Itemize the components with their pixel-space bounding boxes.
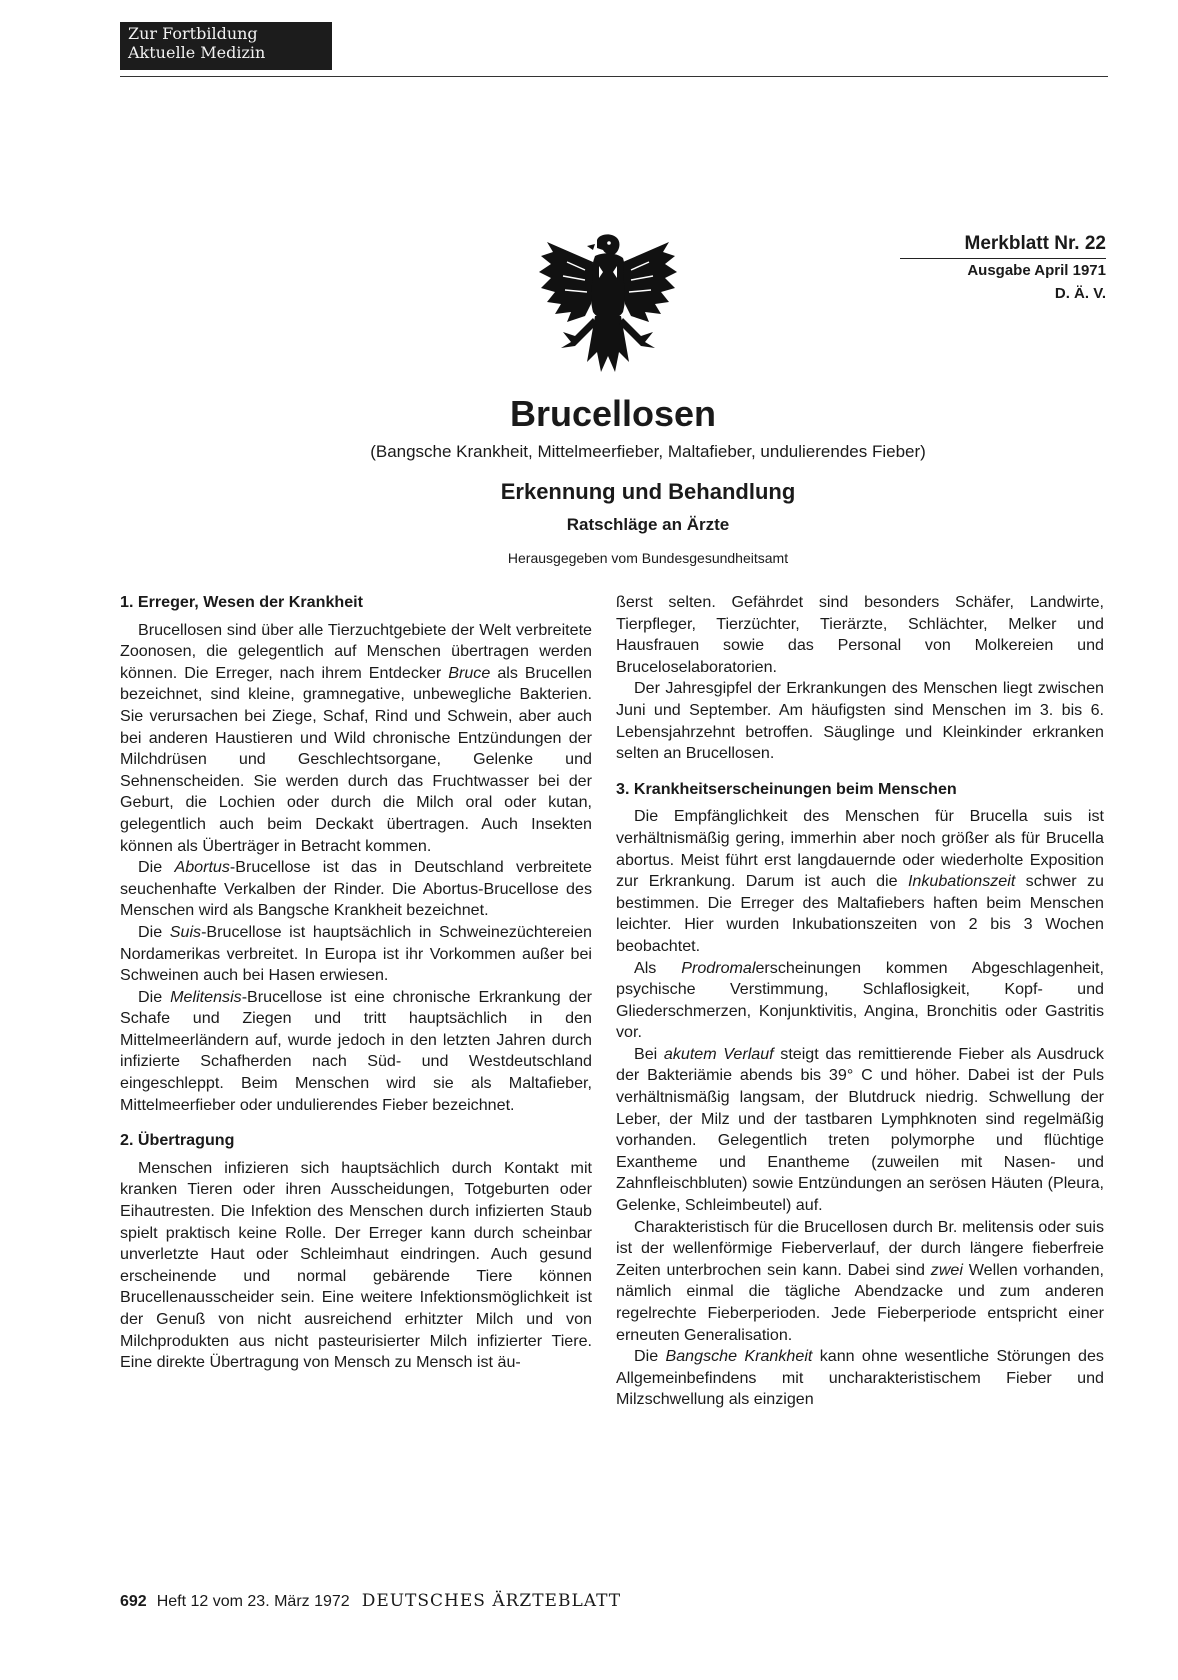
page-number: 692 (120, 1593, 147, 1610)
paragraph: Die Bangsche Krankheit kann ohne wesentliche Störungen des Allgemeinbefindens mit uncharakteristischem Fieber und Milzschwellung als einzigen (616, 1347, 1104, 1409)
section-heading-2: 2. Übertragung (120, 1131, 235, 1150)
document-publisher: Herausgegeben vom Bundesgesundheitsamt (507, 550, 789, 566)
journal-name: DEUTSCHES ÄRZTEBLATT (361, 1591, 622, 1611)
page-footer (120, 1590, 621, 1613)
section-heading-1: 1. Erreger, Wesen der Krankheit (120, 593, 364, 611)
paragraph: ßerst selten. Gefährdet sind besonders Schäfer, Landwirte, Tierpfleger, Tierzüchter, Tierärzte, Schlächter, Melker und Hausfrauen sowie das Personal von Molkereien und Bruceloselaboratorien. (616, 593, 1104, 676)
section-tag (120, 22, 332, 70)
left-column (120, 592, 592, 1374)
paragraph: Brucellosen sind über alle Tierzuchtgebiete der Welt verbreitete Zoonosen, die gelegentlich auf Menschen übertragen werden können. Die Erreger, nach ihrem Entdecker Bruce als Brucellen bezeichnet, sind kleine, gramnegative, unbewegliche Bakterien. Sie verursachen bei Ziege, Schaf, Rind und Schwein, aber auch bei anderen Haustieren und Wild chronische Entzündungen der Milchdrüsen und Geschlechtsorgane, Gelenke und Sehnenscheiden. Sie werden durch das Fruchtwasser bei der Geburt, die Lochien oder durch die Milch oral oder kutan, gelegentlich auch beim Deckakt übertragen. Auch Insekten können als Überträger in Betracht kommen. (120, 620, 592, 855)
paragraph: Die Suis-Brucellose ist hauptsächlich in Schweinezüchtereien Nordamerikas verbreitet. In Europa ist ihr Vorkommen außer bei Schweinen auch bei Hasen erwiesen. (120, 922, 592, 985)
section-tag-line2: Aktuelle Medizin (128, 43, 266, 62)
paragraph: Charakteristisch für die Brucellosen durch Br. melitensis oder suis ist der wellenförmige Fieberverlauf, der durch längere fieberfreie Zeiten unterbrochen sein kann. Dabei sind zwei Wellen vorhanden, nämlich einmal die tägliche Abendzacke und zum anderen regelrechte Fieberperioden. Jede Fieberperiode entspricht einer erneuten Generalisation. (616, 1217, 1104, 1344)
paragraph: Menschen infizieren sich hauptsächlich durch Kontakt mit kranken Tieren oder ihren Ausscheidungen, Totgeburten oder Eihautresten. Die Infektion des Menschen durch infizierten Staub spielt praktisch keine Rolle. Der Erreger kann durch scheinbar unverletzte Haut oder Schleimhaut eindringen. Auch gesund erscheinende und normal gebärende Tiere können Brucellenausscheider sein. Eine weitere Infektionsmöglichkeit ist der Genuß von nicht ausreichend erhitzter Milch und von Milchprodukten aus nicht pasteurisierter Milch infizierter Tiere. Eine direkte Übertragung von Mensch zu Mensch ist äu- (120, 1158, 592, 1372)
merkblatt-number: Merkblatt Nr. 22 (900, 232, 1106, 259)
merkblatt-block (900, 232, 1106, 305)
paragraph: Der Jahresgipfel der Erkrankungen des Menschen liegt zwischen Juni und September. Am häufigsten sind Menschen im 3. bis 6. Lebensjahrzehnt betroffen. Säuglinge und Kleinkinder erkranken selten an Brucellosen. (616, 679, 1104, 763)
paragraph: Die Abortus-Brucellose ist das in Deutschland verbreitete seuchenhafte Verkalben der Rinder. Die Abortus-Brucellose des Menschen wird als Bangsche Krankheit bezeichnet. (120, 858, 592, 920)
issue-info: Heft 12 vom 23. März 1972 (156, 1593, 350, 1610)
paragraph: Die Empfänglichkeit des Menschen für Brucella suis ist verhältnismäßig gering, immerhin aber noch größer als für Brucella abortus. Meist führt erst langdauernde oder wiederholte Exposition zur Erkrankung. Darum ist auch die Inkubationszeit schwer zu bestimmen. Die Erreger des Maltafiebers haften beim Menschen leichter. Hier wurden Inkubationszeiten von 2 bis 3 Wochen beobachtet. (616, 807, 1104, 955)
document-subheading: Erkennung und Behandlung (500, 479, 796, 504)
federal-eagle-icon (537, 232, 679, 382)
merkblatt-edition: Ausgabe April 1971 (967, 262, 1106, 279)
paragraph: Die Melitensis-Brucellose ist eine chronische Erkrankung der Schafe und Ziegen und tritt hauptsächlich in den Mittelmeerländern auf, wurde jedoch in den letzten Jahren durch infizierte Schafherden nach Süd- und Westdeutschland eingeschleppt. Beim Menschen wird sie als Maltafieber, Mittelmeerfieber oder undulierendes Fieber bezeichnet. (120, 987, 592, 1114)
document-advice: Ratschläge an Ärzte (566, 515, 730, 534)
section-heading-3: 3. Krankheitserscheinungen beim Menschen (616, 779, 957, 798)
document-title: Brucellosen (509, 393, 717, 434)
merkblatt-org: D. Ä. V. (1054, 285, 1106, 302)
right-column (616, 592, 1104, 1411)
paragraph: Als Prodromalerscheinungen kommen Abgeschlagenheit, psychische Verstimmung, Schlaflosigkeit, Kopf- und Gliederschmerzen, Konjunktivitis, Angina, Bronchitis oder Gastritis vor. (616, 958, 1104, 1042)
section-tag-line1: Zur Fortbildung (128, 24, 258, 43)
top-rule (120, 76, 1108, 77)
document-alias: (Bangsche Krankheit, Mittelmeerfieber, Maltafieber, undulierendes Fieber) (370, 442, 926, 461)
paragraph: Bei akutem Verlauf steigt das remittierende Fieber als Ausdruck der Bakteriämie abends bis 39° C und höher. Dabei ist der Puls verhältnismäßig langsam, der Blutdruck niedrig. Schwellung der Leber, der Milz und der tastbaren Lymphknoten sind regelmäßig vorhanden. Gelegentlich treten polymorphe und flüchtige Exantheme und Enantheme (zuweilen mit Nasen- und Zahnfleischbluten) sowie Entzündungen an serösen Häuten (Pleura, Gelenke, Schleimbeutel) auf. (616, 1044, 1104, 1215)
